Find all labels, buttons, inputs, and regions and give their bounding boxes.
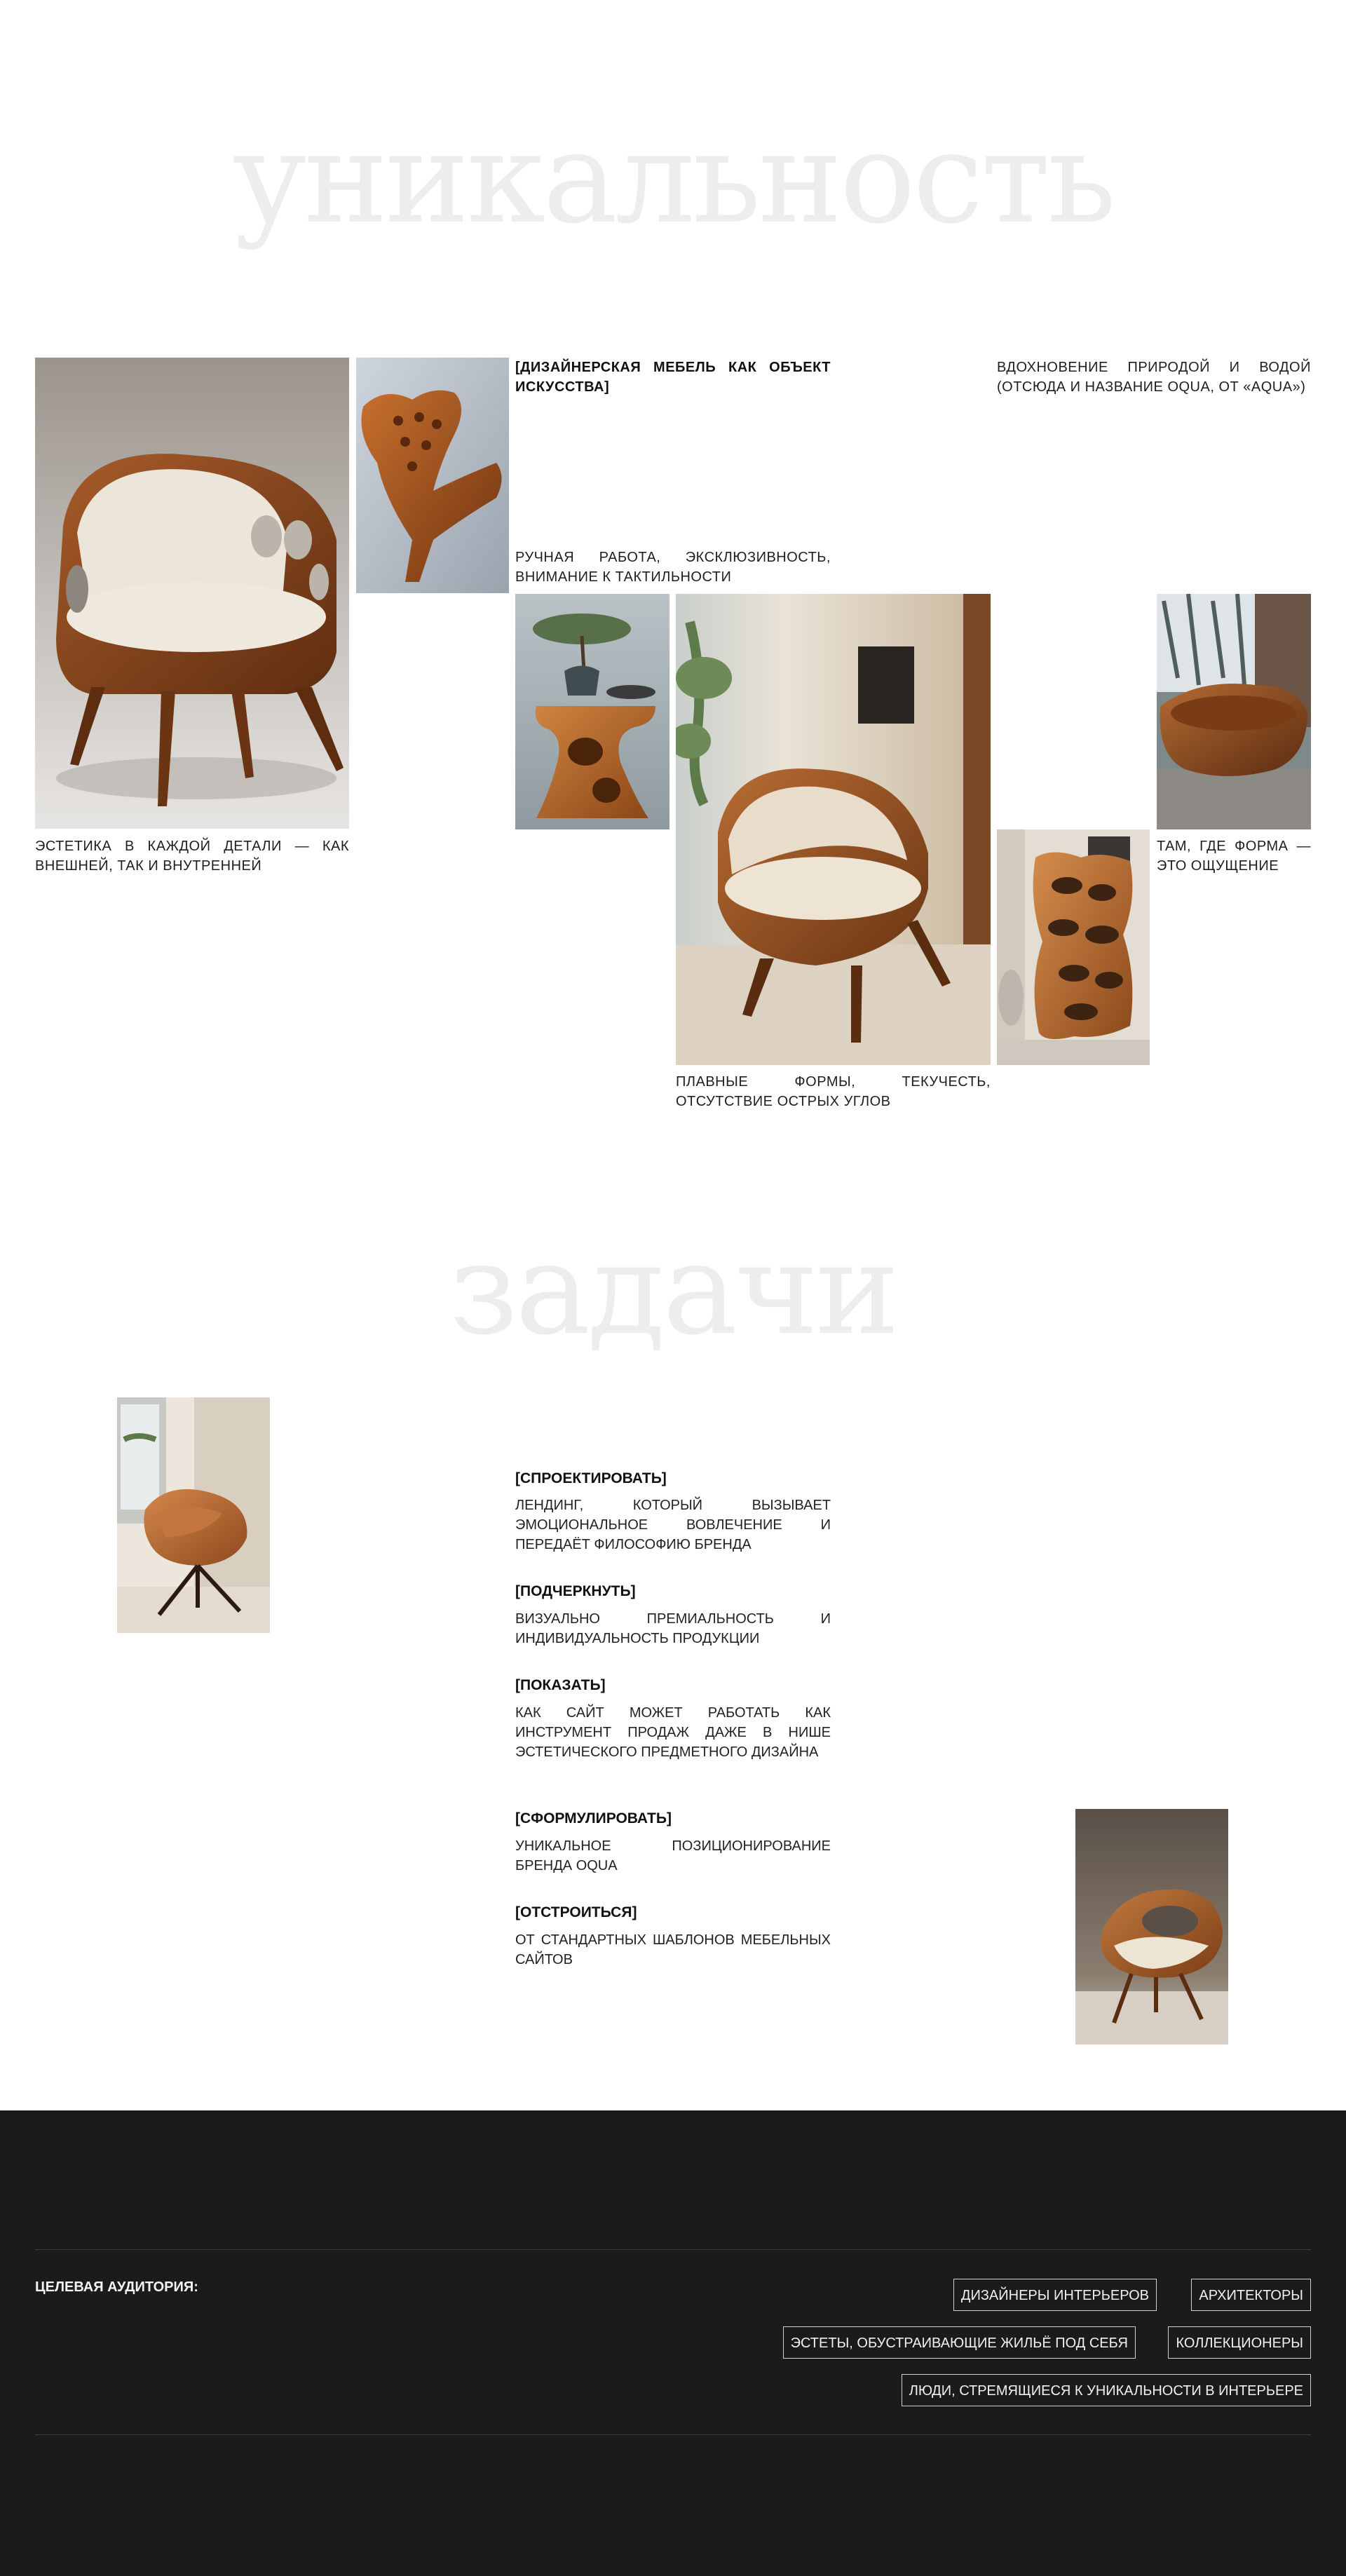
audience-tag-aesthetes: ЭСТЕТЫ, ОБУСТРАИВАЮЩИЕ ЖИЛЬЁ ПОД СЕБЯ <box>783 2326 1136 2359</box>
aesthetics-caption: ЭСТЕТИКА В КАЖДОЙ ДЕТАЛИ — КАК ВНЕШНЕЙ, ТАК И ВНУТРЕННЕЙ <box>35 839 349 874</box>
swivel-chair-photo <box>117 1397 270 1633</box>
task-title: [СПРОЕКТИРОВАТЬ] <box>515 1470 667 1486</box>
handmade-caption: РУЧНАЯ РАБОТА, ЭКСКЛЮЗИВНОСТЬ, ВНИМАНИЕ К ТАКТИЛЬНОСТИ <box>515 550 831 585</box>
task-title: [СФОРМУЛИРОВАТЬ] <box>515 1810 672 1826</box>
audience-label: ЦЕЛЕВАЯ АУДИТОРИЯ: <box>35 2279 198 2295</box>
uniqueness-section-title: уникальность <box>232 105 1114 252</box>
task-text: ЛЕНДИНГ, КОТОРЫЙ ВЫЗЫВАЕТ ЭМОЦИОНАЛЬНОЕ ВОВЛЕЧЕНИЕ И ПЕРЕДАЁТ ФИЛОСОФИЮ БРЕНДА <box>515 1498 831 1552</box>
footer-divider-top <box>35 2249 1311 2250</box>
inspiration-caption: ВДОХНОВЕНИЕ ПРИРОДОЙ И ВОДОЙ (ОТСЮДА И НАЗВАНИЕ OQUA, ОТ «AQUA») <box>997 360 1311 395</box>
wavy-wood-chair-photo <box>356 358 509 593</box>
task-title: [ПОДЧЕРКНУТЬ] <box>515 1583 636 1599</box>
armchair-wood-cream-photo <box>35 358 349 829</box>
task-text: УНИКАЛЬНОЕ ПОЗИЦИОНИРОВАНИЕ БРЕНДА OQUA <box>515 1838 831 1873</box>
form-feeling-caption: ТАМ, ГДЕ ФОРМА — ЭТО ОЩУЩЕНИЕ <box>1157 839 1311 874</box>
wood-bathtub-photo <box>1157 594 1311 829</box>
wood-shelf-photo <box>997 829 1150 1065</box>
tasks-section-title: задачи <box>449 1216 897 1363</box>
side-table-bonsai-photo <box>515 594 669 829</box>
audience-tag-uniqueness-seekers: ЛЮДИ, СТРЕМЯЩИЕСЯ К УНИКАЛЬНОСТИ В ИНТЕРЬЕРЕ <box>902 2374 1311 2406</box>
audience-footer <box>0 2110 1346 2576</box>
audience-tag-collectors: КОЛЛЕКЦИОНЕРЫ <box>1168 2326 1311 2359</box>
audience-tag-architects: АРХИТЕКТОРЫ <box>1191 2279 1311 2311</box>
task-title: [ОТСТРОИТЬСЯ] <box>515 1904 637 1920</box>
task-text: КАК САЙТ МОЖЕТ РАБОТАТЬ КАК ИНСТРУМЕНТ ПРОДАЖ ДАЖЕ В НИШЕ ЭСТЕТИЧЕСКОГО ПРЕДМЕТНОГО ДИЗАЙНА <box>515 1705 831 1760</box>
design-art-caption: [ДИЗАЙНЕРСКАЯ МЕБЕЛЬ КАК ОБЪЕКТ ИСКУССТВА] <box>515 360 831 395</box>
smooth-forms-caption: ПЛАВНЫЕ ФОРМЫ, ТЕКУЧЕСТЬ, ОТСУТСТВИЕ ОСТРЫХ УГЛОВ <box>676 1074 991 1109</box>
task-text: ОТ СТАНДАРТНЫХ ШАБЛОНОВ МЕБЕЛЬНЫХ САЙТОВ <box>515 1932 831 1967</box>
audience-tag-interior-designers: ДИЗАЙНЕРЫ ИНТЕРЬЕРОВ <box>953 2279 1157 2311</box>
task-text: ВИЗУАЛЬНО ПРЕМИАЛЬНОСТЬ И ИНДИВИДУАЛЬНОСТЬ ПРОДУКЦИИ <box>515 1611 831 1646</box>
task-title: [ПОКАЗАТЬ] <box>515 1677 606 1693</box>
lounge-chair-room-photo <box>676 594 991 1065</box>
footer-divider-bottom <box>35 2434 1311 2435</box>
ring-chair-photo <box>1075 1809 1228 2045</box>
